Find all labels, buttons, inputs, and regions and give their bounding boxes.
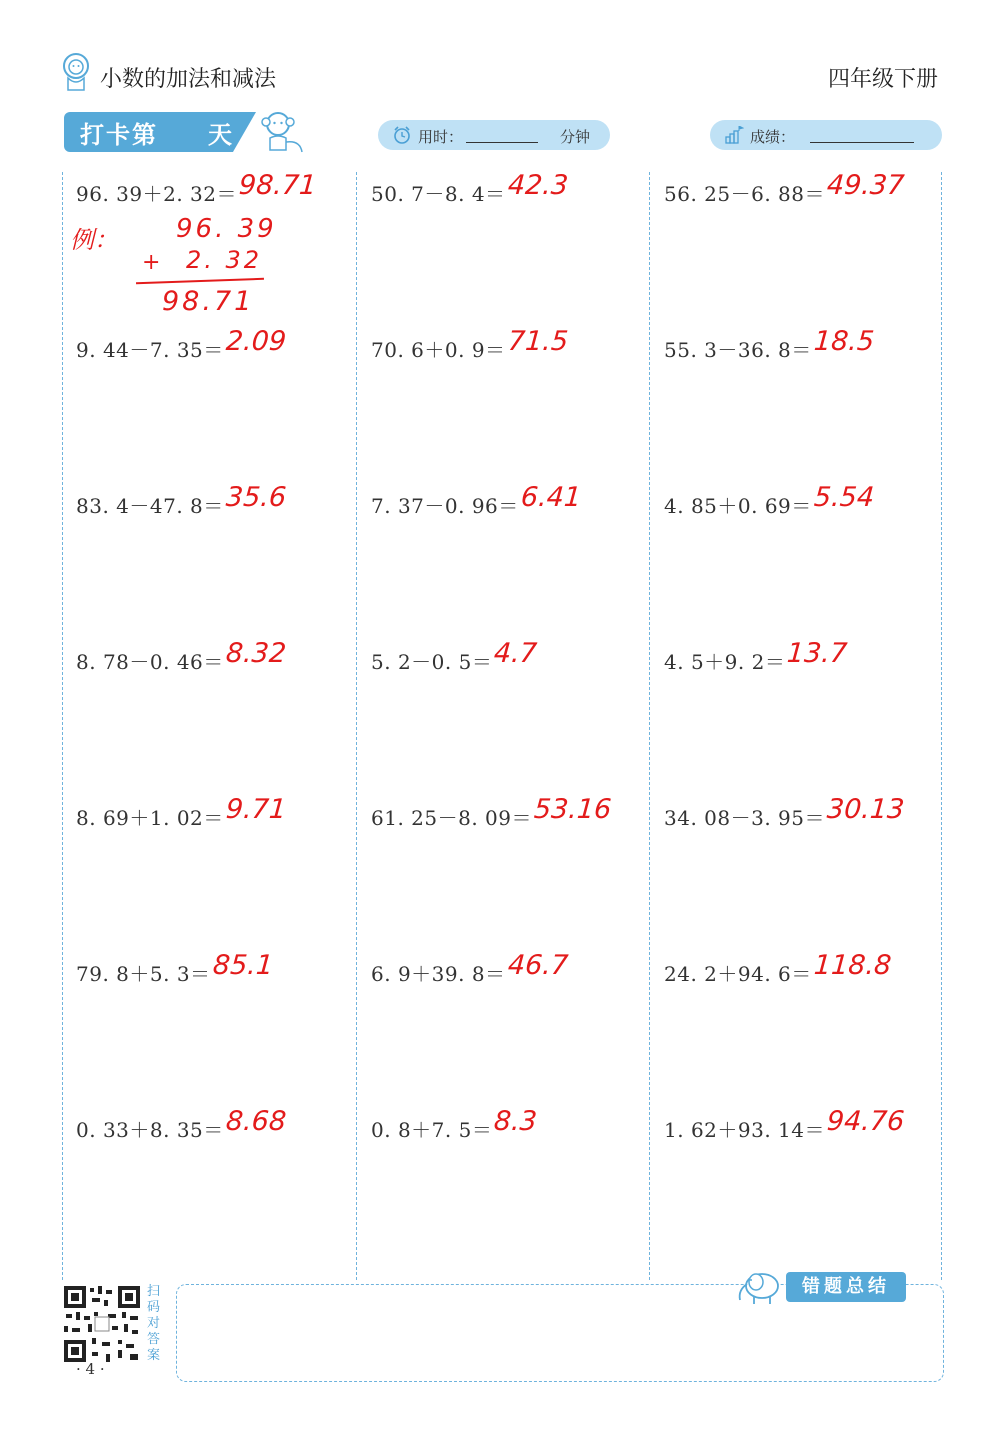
checkin-day-label: 天 xyxy=(208,121,232,149)
problem-expression: 61. 25－8. 09＝ xyxy=(371,806,533,830)
handwritten-answer: 46.7 xyxy=(506,950,570,981)
handwritten-answer: 85.1 xyxy=(211,950,275,981)
example-operator: + xyxy=(142,250,161,275)
grade-label: 四年级下册 xyxy=(827,67,938,92)
time-label: 用时： xyxy=(418,128,464,146)
problem-expression: 83. 4－47. 8＝ xyxy=(76,494,224,518)
example-sum: 98.71 xyxy=(162,286,255,317)
problem-expression: 50. 7－8. 4＝ xyxy=(371,182,506,206)
problem-expression: 9. 44－7. 35＝ xyxy=(76,338,224,362)
qr-caption: 扫码对答案 xyxy=(147,1284,161,1363)
handwritten-answer: 98.71 xyxy=(237,170,318,201)
handwritten-answer: 5.54 xyxy=(812,482,876,513)
page-number: · 4 · xyxy=(76,1360,105,1378)
handwritten-answer: 9.71 xyxy=(224,794,288,825)
handwritten-answer: 13.7 xyxy=(785,638,849,669)
time-field xyxy=(378,120,610,150)
score-label: 成绩： xyxy=(750,128,796,146)
example-addend-2: 2. 32 xyxy=(186,246,263,274)
elephant-mascot-icon xyxy=(732,1266,784,1306)
handwritten-answer: 2.09 xyxy=(224,326,288,357)
podium-flag-icon xyxy=(724,126,744,144)
problem-expression: 56. 25－6. 88＝ xyxy=(664,182,826,206)
problem-expression: 79. 8＋5. 3＝ xyxy=(76,962,211,986)
problem-expression: 0. 8＋7. 5＝ xyxy=(371,1118,493,1142)
problem-expression: 34. 08－3. 95＝ xyxy=(664,806,826,830)
handwritten-answer: 42.3 xyxy=(506,170,570,201)
handwritten-answer: 18.5 xyxy=(812,326,876,357)
problem-expression: 6. 9＋39. 8＝ xyxy=(371,962,506,986)
mistake-summary-tab: 错题总结 xyxy=(786,1272,906,1302)
handwritten-answer: 8.68 xyxy=(224,1106,288,1137)
problem-expression: 96. 39＋2. 32＝ xyxy=(76,182,238,206)
lion-mascot-icon xyxy=(58,52,94,92)
qr-code-icon xyxy=(62,1284,142,1364)
handwritten-answer: 4.7 xyxy=(492,638,539,669)
handwritten-answer: 71.5 xyxy=(506,326,570,357)
example-label: 例： xyxy=(70,226,118,254)
problem-expression: 70. 6＋0. 9＝ xyxy=(371,338,506,362)
time-unit: 分钟 xyxy=(560,128,591,146)
monkey-mascot-icon xyxy=(256,108,308,156)
problem-expression: 8. 78－0. 46＝ xyxy=(76,650,224,674)
alarm-clock-icon xyxy=(392,126,412,144)
problem-expression: 5. 2－0. 5＝ xyxy=(371,650,493,674)
score-field xyxy=(710,120,942,150)
handwritten-answer: 53.16 xyxy=(532,794,613,825)
handwritten-answer: 8.32 xyxy=(224,638,288,669)
problem-expression: 8. 69＋1. 02＝ xyxy=(76,806,224,830)
column-divider xyxy=(62,172,63,1280)
time-blank-line xyxy=(466,142,538,143)
problem-expression: 4. 5＋9. 2＝ xyxy=(664,650,786,674)
checkin-label: 打卡第 xyxy=(80,121,158,149)
problem-expression: 0. 33＋8. 35＝ xyxy=(76,1118,224,1142)
handwritten-answer: 6.41 xyxy=(519,482,583,513)
page-title: 小数的加法和减法 xyxy=(100,67,277,92)
handwritten-answer: 30.13 xyxy=(825,794,906,825)
problem-expression: 4. 85＋0. 69＝ xyxy=(664,494,812,518)
problem-expression: 24. 2＋94. 6＝ xyxy=(664,962,812,986)
problem-expression: 7. 37－0. 96＝ xyxy=(371,494,519,518)
handwritten-answer: 94.76 xyxy=(825,1106,906,1137)
column-divider xyxy=(941,172,942,1280)
handwritten-answer: 8.3 xyxy=(492,1106,539,1137)
problem-expression: 55. 3－36. 8＝ xyxy=(664,338,812,362)
example-addend-1: 96. 39 xyxy=(176,214,277,244)
handwritten-answer: 49.37 xyxy=(825,170,906,201)
example-sum-rule xyxy=(136,278,264,284)
problem-expression: 1. 62＋93. 14＝ xyxy=(664,1118,826,1142)
handwritten-answer: 118.8 xyxy=(812,950,893,981)
column-divider xyxy=(356,172,357,1280)
handwritten-answer: 35.6 xyxy=(224,482,288,513)
column-divider xyxy=(649,172,650,1280)
score-blank-line xyxy=(810,142,914,143)
